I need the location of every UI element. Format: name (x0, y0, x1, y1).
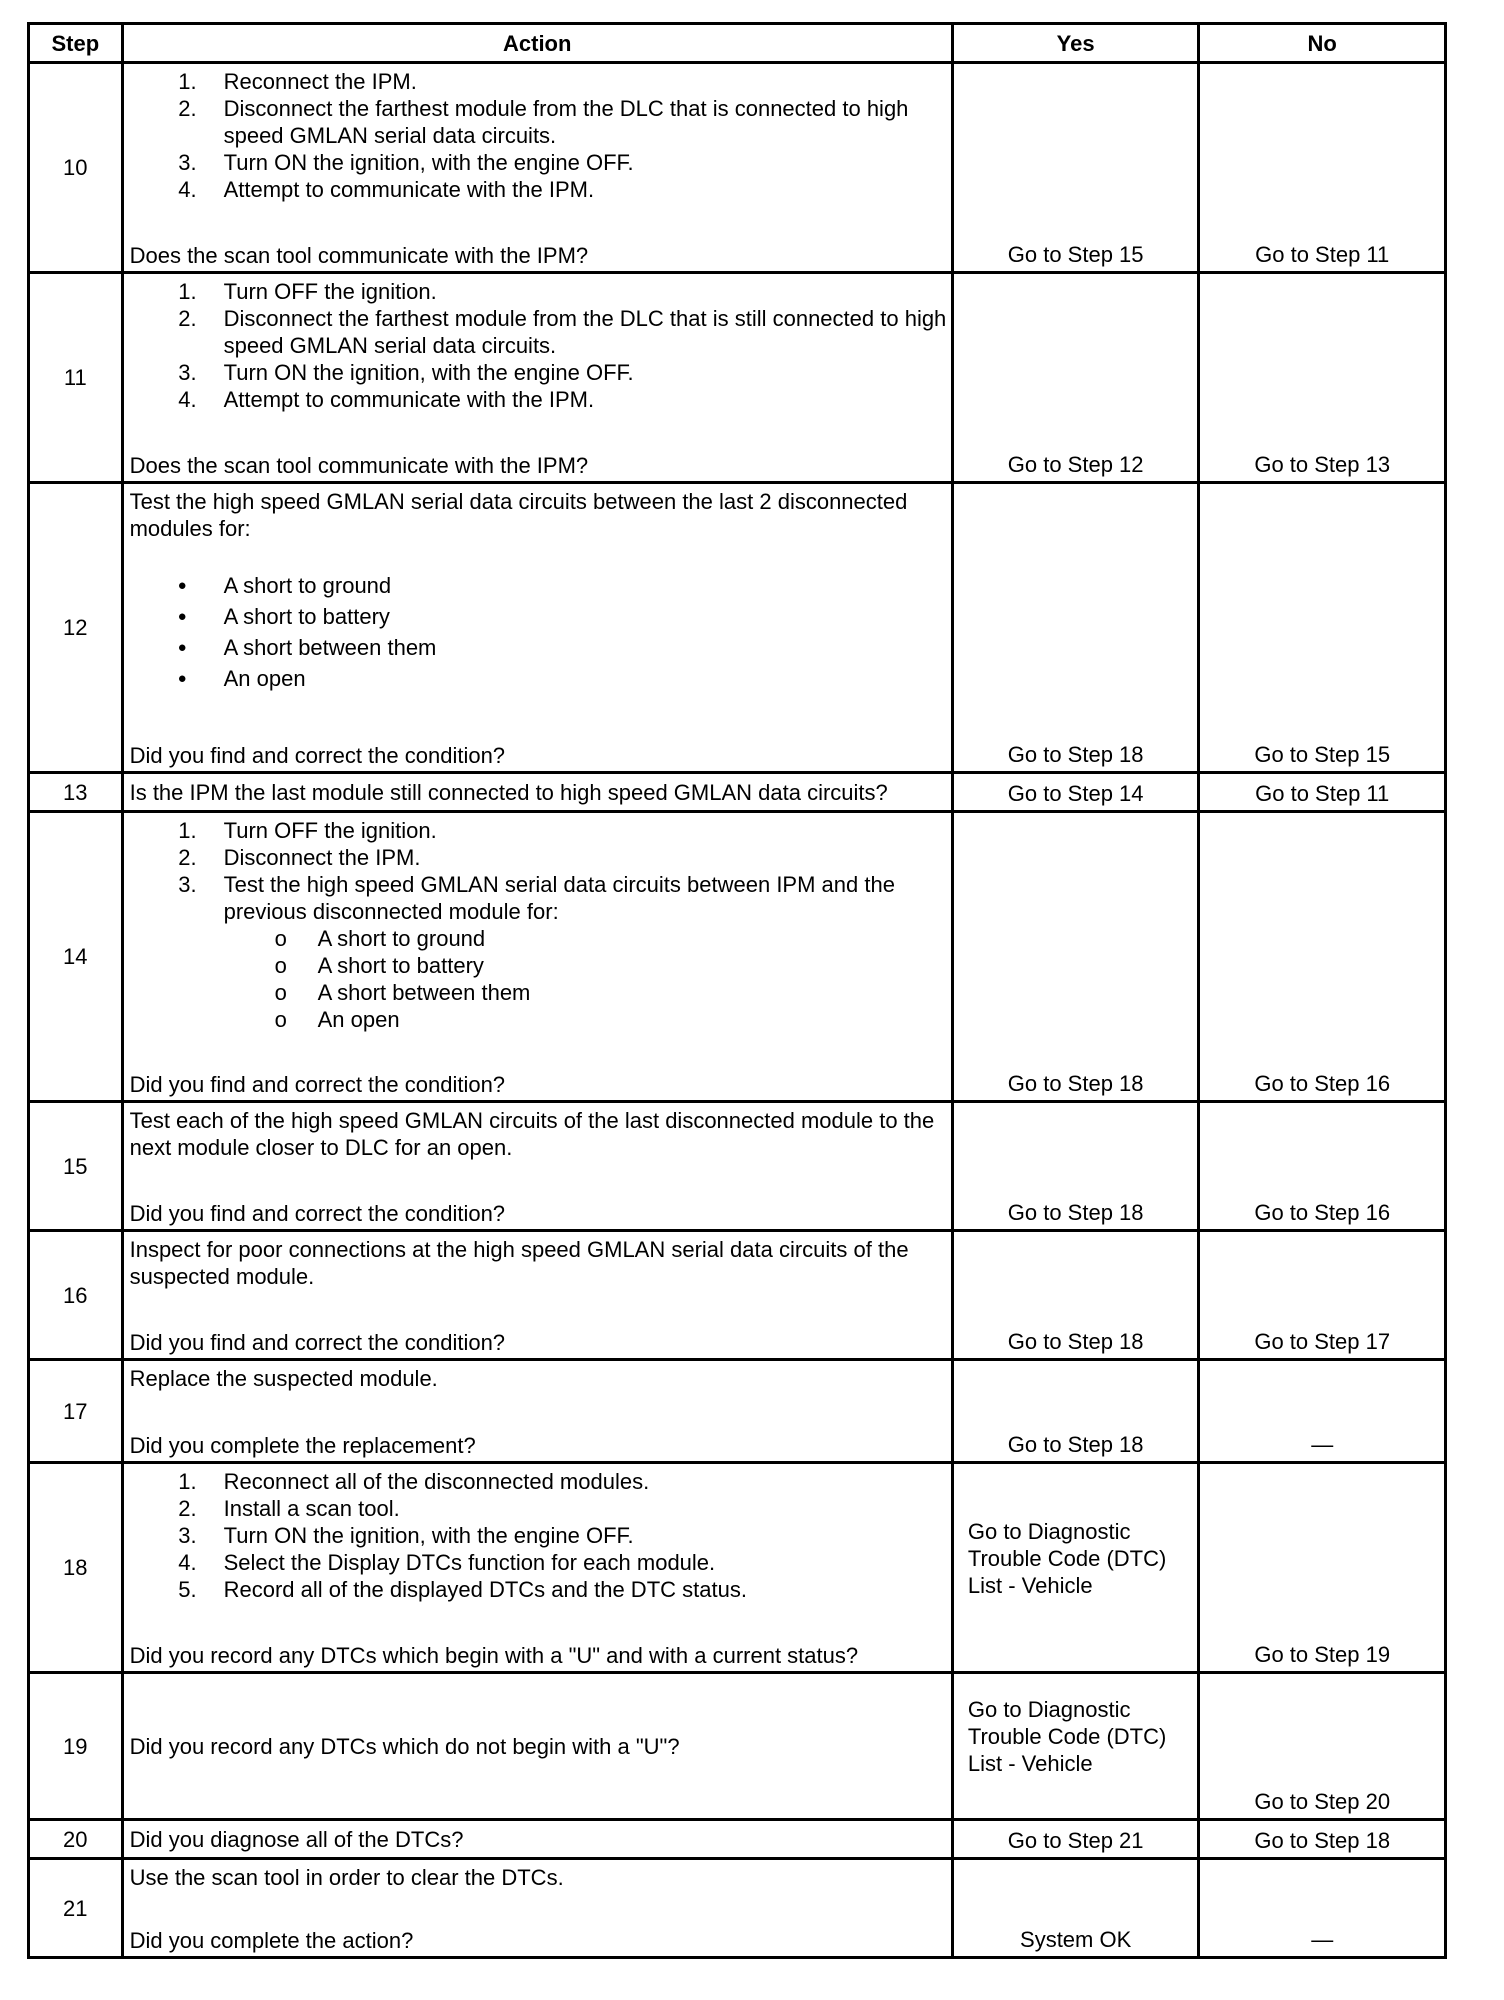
yes-result: System OK (952, 1859, 1199, 1958)
header-action: Action (122, 24, 952, 63)
list-item: 1. Turn OFF the ignition. (178, 279, 437, 304)
list-item: 3. Test the high speed GMLAN serial data circuits between IPM and the previous disconnected module for: (178, 872, 895, 924)
step-number: 14 (29, 812, 123, 1102)
table-row (29, 1463, 1446, 1673)
action-cell (122, 1859, 952, 1958)
list-item: ● An open (130, 663, 947, 694)
yes-result: Go to Diagnostic Trouble Code (DTC) List - Vehicle (952, 1673, 1199, 1820)
list-item: o A short between them (130, 979, 947, 1006)
action-cell (122, 1820, 952, 1859)
table-row (29, 773, 1446, 812)
table-row (29, 1360, 1446, 1463)
list-item: 5. Record all of the displayed DTCs and the DTC status. (178, 1577, 747, 1602)
action-cell (122, 483, 952, 773)
list-item: o An open (130, 1006, 947, 1033)
yes-result: Go to Step 18 (952, 1360, 1199, 1463)
action-steps (130, 817, 947, 925)
step-number: 18 (29, 1463, 123, 1673)
header-yes: Yes (952, 24, 1199, 63)
table-row (29, 1820, 1446, 1859)
list-item: 3. Turn ON the ignition, with the engine OFF. (178, 1523, 634, 1548)
sub-list (130, 925, 947, 1033)
step-number: 10 (29, 63, 123, 273)
table-row (29, 63, 1446, 273)
question: Does the scan tool communicate with the IPM? (129, 453, 589, 478)
question: Did you complete the action? (129, 1928, 414, 1953)
question: Does the scan tool communicate with the IPM? (129, 243, 589, 268)
no-result: — (1199, 1360, 1446, 1463)
action-cell (122, 1360, 952, 1463)
question: Is the IPM the last module still connected to high speed GMLAN data circuits? (129, 780, 888, 805)
question: Did you record any DTCs which do not begin with a "U"? (129, 1734, 680, 1759)
table-row (29, 812, 1446, 1102)
table-row (29, 1231, 1446, 1360)
step-number: 19 (29, 1673, 123, 1820)
bullet-list (130, 570, 947, 694)
action-cell (122, 273, 952, 483)
question: Did you record any DTCs which begin with a "U" and with a current status? (129, 1643, 859, 1668)
list-item: ● A short between them (130, 632, 947, 663)
list-item: o A short to ground (130, 925, 947, 952)
list-item: 1. Turn OFF the ignition. (178, 818, 437, 843)
yes-result: Go to Step 15 (952, 63, 1199, 273)
action-cell (122, 1673, 952, 1820)
list-item: ● A short to battery (130, 601, 947, 632)
question: Did you find and correct the condition? (129, 1201, 506, 1226)
no-result: Go to Step 15 (1199, 483, 1446, 773)
action-intro: Test the high speed GMLAN serial data circuits between the last 2 disconnected modules for: (129, 489, 908, 541)
question: Did you find and correct the condition? (129, 743, 506, 768)
yes-result: Go to Step 18 (952, 1231, 1199, 1360)
step-number: 20 (29, 1820, 123, 1859)
list-item: o A short to battery (130, 952, 947, 979)
no-result: Go to Step 19 (1199, 1463, 1446, 1673)
step-number: 17 (29, 1360, 123, 1463)
list-item: 1. Reconnect the IPM. (178, 69, 417, 94)
yes-result: Go to Step 18 (952, 1102, 1199, 1231)
yes-result: Go to Diagnostic Trouble Code (DTC) List - Vehicle (952, 1463, 1199, 1673)
table-row (29, 1673, 1446, 1820)
action-cell (122, 1231, 952, 1360)
yes-result: Go to Step 21 (952, 1820, 1199, 1859)
step-number: 13 (29, 773, 123, 812)
header-no: No (1199, 24, 1446, 63)
table-row (29, 483, 1446, 773)
list-item: 4. Select the Display DTCs function for each module. (178, 1550, 716, 1575)
action-intro: Inspect for poor connections at the high speed GMLAN serial data circuits of the suspected module. (129, 1237, 909, 1289)
action-cell (122, 1463, 952, 1673)
list-item: 2. Disconnect the IPM. (178, 845, 421, 870)
no-result: — (1199, 1859, 1446, 1958)
header-step: Step (29, 24, 123, 63)
yes-result: Go to Step 18 (952, 812, 1199, 1102)
list-item: 2. Disconnect the farthest module from the DLC that is connected to high speed GMLAN serial data circuits. (178, 96, 909, 148)
action-intro: Test each of the high speed GMLAN circuits of the last disconnected module to the next module closer to DLC for an open. (129, 1108, 935, 1160)
header-row (29, 24, 1446, 63)
step-number: 21 (29, 1859, 123, 1958)
step-number: 11 (29, 273, 123, 483)
action-intro: Replace the suspected module. (129, 1366, 438, 1391)
no-result: Go to Step 20 (1199, 1673, 1446, 1820)
no-result: Go to Step 11 (1199, 63, 1446, 273)
table-row (29, 1102, 1446, 1231)
yes-result: Go to Step 18 (952, 483, 1199, 773)
action-steps (130, 1468, 947, 1603)
question: Did you find and correct the condition? (129, 1072, 506, 1097)
no-result: Go to Step 18 (1199, 1820, 1446, 1859)
list-item: 3. Turn ON the ignition, with the engine OFF. (178, 150, 634, 175)
action-cell (122, 812, 952, 1102)
no-result: Go to Step 16 (1199, 812, 1446, 1102)
step-number: 16 (29, 1231, 123, 1360)
step-number: 15 (29, 1102, 123, 1231)
no-result: Go to Step 16 (1199, 1102, 1446, 1231)
no-result: Go to Step 11 (1199, 773, 1446, 812)
list-item: 4. Attempt to communicate with the IPM. (178, 387, 595, 412)
action-cell (122, 1102, 952, 1231)
list-item: 2. Install a scan tool. (178, 1496, 400, 1521)
action-steps (130, 278, 947, 413)
table-row (29, 273, 1446, 483)
action-steps (130, 68, 947, 203)
no-result: Go to Step 13 (1199, 273, 1446, 483)
action-intro: Use the scan tool in order to clear the DTCs. (129, 1865, 564, 1890)
question: Did you find and correct the condition? (129, 1330, 506, 1355)
action-cell (122, 773, 952, 812)
list-item: 4. Attempt to communicate with the IPM. (178, 177, 595, 202)
table-row (29, 1859, 1446, 1958)
question: Did you diagnose all of the DTCs? (129, 1827, 464, 1852)
diagnostic-table (27, 22, 1447, 1959)
question: Did you complete the replacement? (129, 1433, 476, 1458)
yes-result: Go to Step 12 (952, 273, 1199, 483)
step-number: 12 (29, 483, 123, 773)
list-item: ● A short to ground (130, 570, 947, 601)
action-cell (122, 63, 952, 273)
list-item: 1. Reconnect all of the disconnected modules. (178, 1469, 650, 1494)
no-result: Go to Step 17 (1199, 1231, 1446, 1360)
yes-result: Go to Step 14 (952, 773, 1199, 812)
list-item: 3. Turn ON the ignition, with the engine OFF. (178, 360, 634, 385)
list-item: 2. Disconnect the farthest module from the DLC that is still connected to high speed GMLAN serial data circuits. (178, 306, 947, 358)
